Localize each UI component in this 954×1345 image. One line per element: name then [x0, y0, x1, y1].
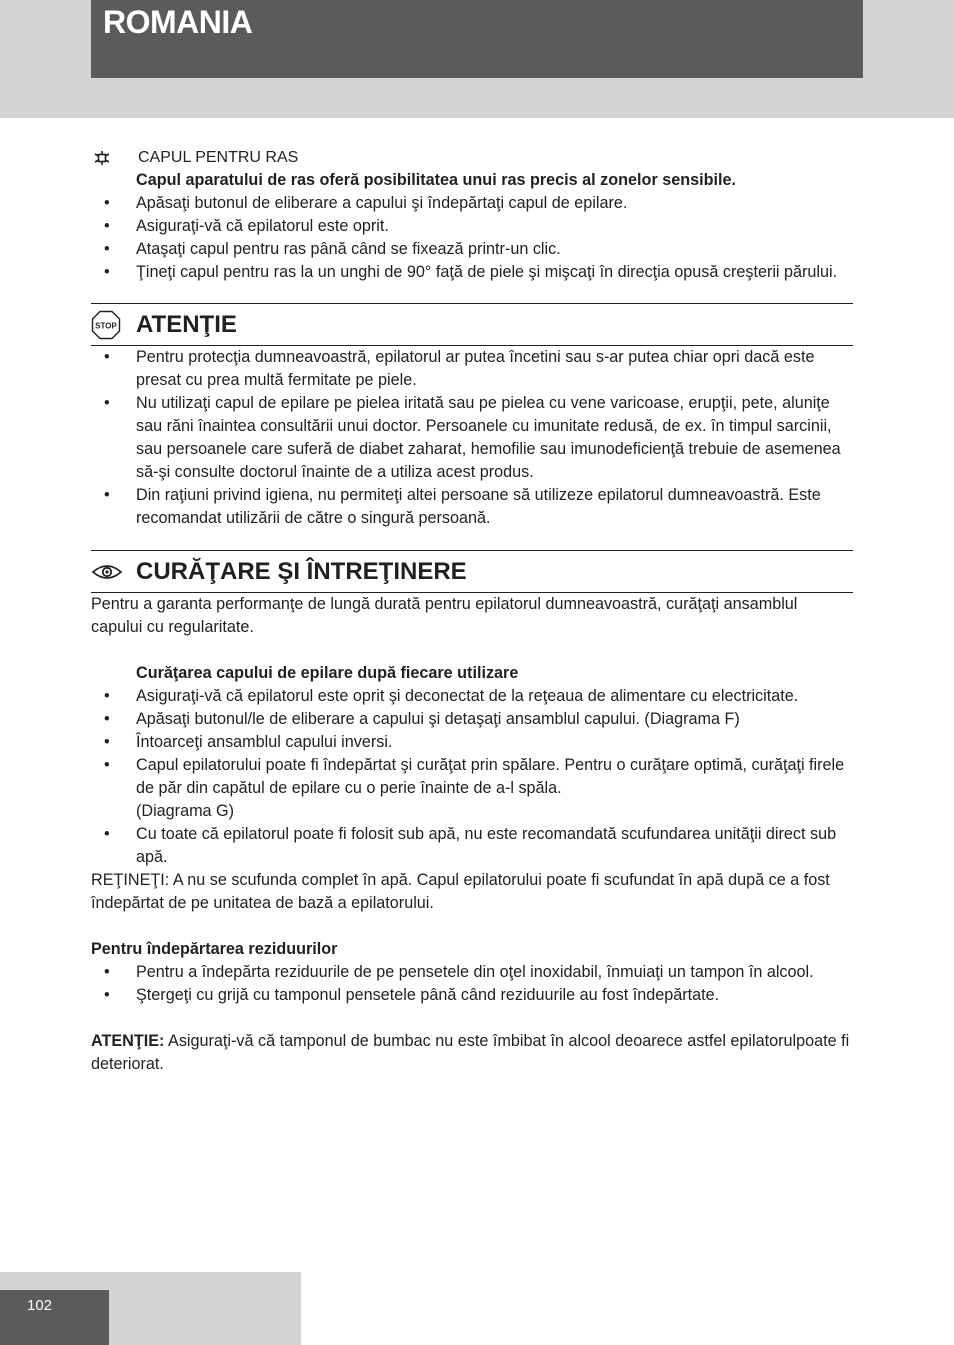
svg-text:STOP: STOP [95, 321, 117, 330]
caution-heading-row [91, 303, 853, 346]
header-bar [91, 0, 863, 78]
list-item-text: Capul epilatorului poate fi îndepărtat şi curăţat prin spălare. Pentru o curăţare optimă, curăţaţi firele de păr din capătul de epilare cu o perie înainte de a-l spăla. [136, 756, 845, 797]
list-item: • Ataşaţi capul pentru ras până când se fixează printr-un clic. [91, 238, 853, 261]
shaver-icon [91, 150, 138, 166]
list-item: • Ţineţi capul pentru ras la un unghi de 90° faţă de piele şi mişcaţi în direcţia opusă creşterii părului. [91, 261, 853, 284]
list-item: • Întoarceţi ansamblul capului inversi. [91, 731, 853, 754]
list-item: • Pentru a îndepărta reziduurile de pe pensetele din oţel inoxidabil, înmuiaţi un tampon în alcool. [91, 961, 853, 984]
list-item: • Ştergeţi cu grijă cu tamponul pensetele până când reziduurile au fost îndepărtate. [91, 984, 853, 1007]
shaver-subtitle: Capul aparatului de ras oferă posibilitatea unui ras precis al zonelor sensibile. [136, 171, 737, 189]
shaver-heading: CAPUL PENTRU RAS [138, 149, 299, 166]
list-item: • Nu utilizaţi capul de epilare pe pielea iritată sau pe pielea cu vene varicoase, erupţii, pete, aluniţe sau răni înaintea consultării unui doctor. Persoanele cu imunitate redusă, de ex. în timpul sarcinii, sau persoanele care suferă de diabet zaharat, hemofilie sau imunodeficienţă trebuie de asemenea să-şi consulte doctorul înainte de a utiliza acest produs. [91, 392, 853, 484]
residue-heading: Pentru îndepărtarea reziduurilor [91, 940, 338, 958]
warning-label: ATENŢIE: [91, 1032, 165, 1050]
list-item: • Din raţiuni privind igiena, nu permiteţi altei persoane să utilizeze epilatorul dumneavoastră. Este recomandat utilizării de către o singură persoană. [91, 484, 853, 530]
shaver-list [91, 192, 853, 284]
list-item: • Asiguraţi-vă că epilatorul este oprit. [91, 215, 853, 238]
cleaning-intro: Pentru a garanta performanţe de lungă durată pentru epilatorul dumneavoastră, curăţaţi ansamblul capului cu regularitate. [91, 595, 798, 636]
page-number-box [0, 1290, 109, 1345]
cleaning-title: CURĂŢARE ŞI ÎNTREŢINERE [136, 558, 467, 585]
list-item: • Apăsaţi butonul de eliberare a capului şi îndepărtaţi capul de epilare. [91, 192, 853, 215]
eye-icon [91, 562, 136, 582]
diagram-reference: (Diagrama G) [136, 802, 235, 820]
list-item: • Asiguraţi-vă că epilatorul este oprit şi deconectat de la reţeaua de alimentare cu electricitate. [91, 685, 853, 708]
caution-title: ATENŢIE [136, 311, 237, 338]
cleaning-note: REŢINEŢI: A nu se scufunda complet în apă. Capul epilatorului poate fi scufundat în apă după ce a fost îndepărtat de pe unitatea de bază a epilatorului. [91, 871, 830, 912]
cleaning-heading-row [91, 550, 853, 593]
list-item: • Pentru protecţia dumneavoastră, epilatorul ar putea încetini sau s-ar putea chiar opri dacă este presat cu prea multă fermitate pe piele. [91, 346, 853, 392]
residue-list [91, 961, 853, 1007]
page-number: 102 [27, 1297, 53, 1314]
cleaning-warning [91, 1030, 853, 1076]
page-title: ROMANIA [103, 4, 253, 40]
warning-text: Asiguraţi-vă că tamponul de bumbac nu este îmbibat în alcool deoarece astfel epilatorulpoate fi deteriorat. [91, 1032, 850, 1073]
cleaning-list [91, 685, 853, 869]
shaver-heading-row [91, 146, 853, 169]
cleaning-subheading: Curăţarea capului de epilare după fiecare utilizare [136, 664, 519, 682]
list-item: • Apăsaţi butonul/le de eliberare a capului şi detaşaţi ansamblul capului. (Diagrama F) [91, 708, 853, 731]
list-item: • Cu toate că epilatorul poate fi folosit sub apă, nu este recomandată scufundarea unităţii direct sub apă. [91, 823, 853, 869]
caution-list [91, 346, 853, 530]
stop-icon [91, 310, 136, 340]
main-content [91, 146, 853, 1076]
list-item [91, 754, 853, 823]
